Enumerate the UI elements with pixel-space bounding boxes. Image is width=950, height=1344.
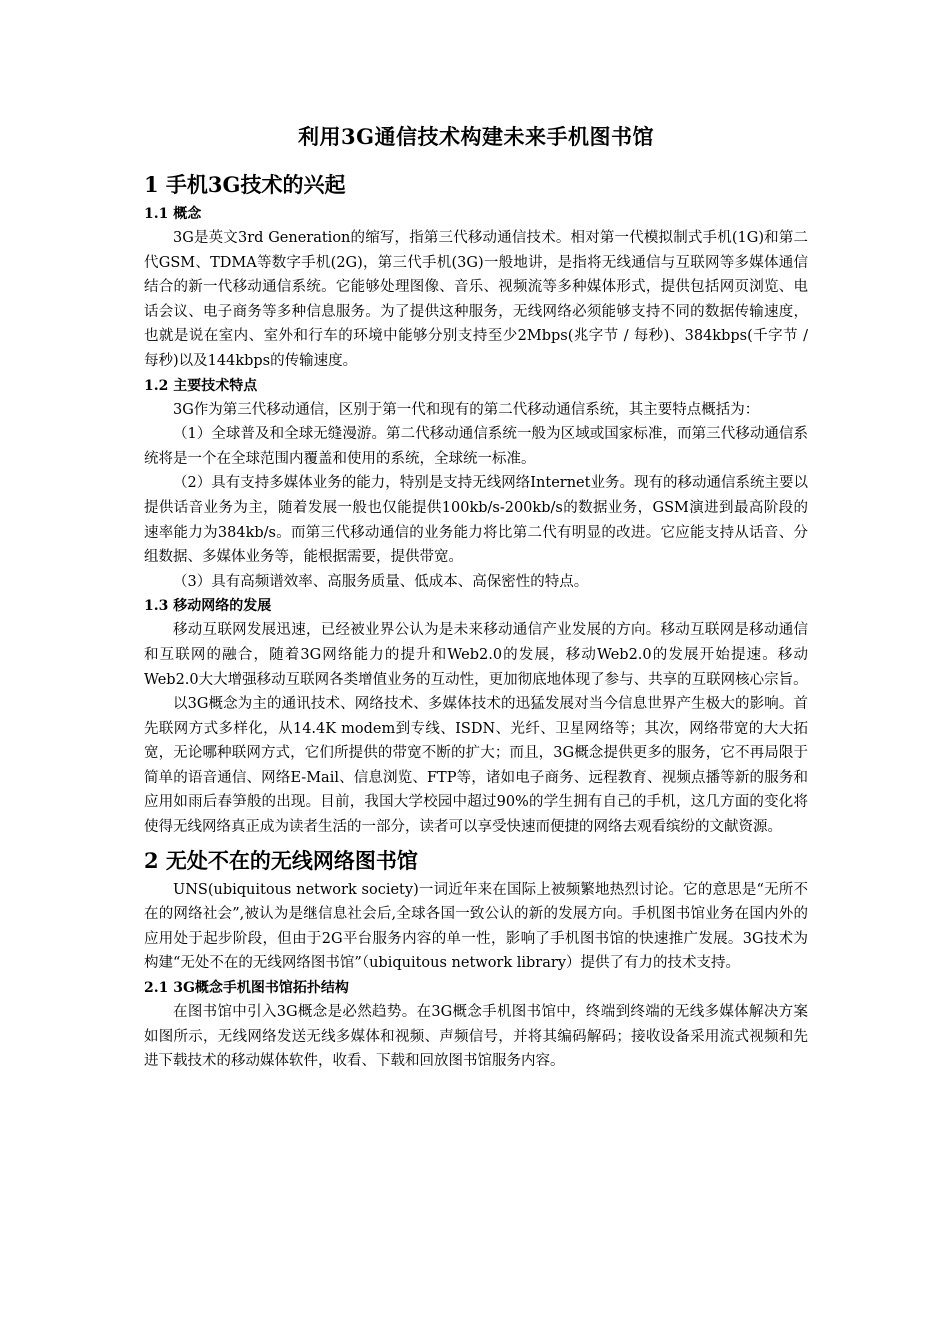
document-title: 利用3G通信技术构建未来手机图书馆 <box>297 124 655 149</box>
paragraph: （1）全球普及和全球无缝漫游。第二代移动通信系统一般为区域或国家标准，而第三代移动通信系统将是一个在全球范围内覆盖和使用的系统，全球统一标准。 <box>144 426 808 467</box>
paragraph: UNS(ubiquitous network society)一词近年来在国际上被频繁地热烈讨论。它的意思是“无所不在的网络社会”,被认为是继信息社会后,全球各国一致公认的新的发展方向。手机图书馆业务在国内外的应用处于起步阶段，但由于2G平台服务内容的单一性，影响了手机图书馆的快速推广发展。3G技术为构建“无处不在的无线网络图书馆”（ubiquitous network library）提供了有力的技术支持。 <box>144 881 808 972</box>
paragraph: （2）具有支持多媒体业务的能力，特别是支持无线网络Internet业务。现有的移动通信系统主要以提供话音业务为主，随着发展一般也仅能提供100kb/s-200kb/s的数据业务，GSM演进到最高阶段的速率能力为384kb/s。而第三代移动通信的业务能力将比第二代有明显的改进。它应能支持从话音、分组数据、多媒体业务等，能根据需要，提供带宽。 <box>144 475 808 566</box>
paragraph: 以3G概念为主的通讯技术、网络技术、多媒体技术的迅猛发展对当今信息世界产生极大的影响。首先联网方式多样化，从14.4K modem到专线、ISDN、光纤、卫星网络等；其次，网络带宽的大大拓宽，无论哪种联网方式，它们所提供的带宽不断的扩大；而且，3G概念提供更多的服务，它不再局限于简单的语音通信、网络E-Mail、信息浏览、FTP等，诸如电子商务、远程教育、视频点播等新的服务和应用如雨后春笋般的出现。目前，我国大学校园中超过90%的学生拥有自己的手机，这几方面的变化将使得无线网络真正成为读者生活的一部分，读者可以享受快速而便捷的网络去观看缤纷的文献资源。 <box>144 696 808 836</box>
subsection-heading: 1.2 主要技术特点 <box>144 377 258 394</box>
section-heading: 2 无处不在的无线网络图书馆 <box>144 847 418 873</box>
paragraph: 3G是英文3rd Generation的缩写，指第三代移动通信技术。相对第一代模拟制式手机(1G)和第二代GSM、TDMA等数字手机(2G)，第三代手机(3G)一般地讲，是指将无线通信与互联网等多媒体通信结合的新一代移动通信系统。它能够处理图像、音乐、视频流等多种媒体形式，提供包括网页浏览、电话会议、电子商务等多种信息服务。为了提供这种服务，无线网络必须能够支持不同的数据传输速度，也就是说在室内、室外和行车的环境中能够分别支持至少2Mbps(兆字节 / 每秒)、384kbps(千字节 / 每秒)以及144kbps的传输速度。 <box>144 230 808 369</box>
paragraph: 在图书馆中引入3G概念是必然趋势。在3G概念手机图书馆中，终端到终端的无线多媒体解决方案如图所示，无线网络发送无线多媒体和视频、声频信号，并将其编码解码；接收设备采用流式视频和先进下载技术的移动媒体软件，收看、下载和回放图书馆服务内容。 <box>144 1004 808 1070</box>
document-body <box>144 120 808 1074</box>
paragraph: 3G作为第三代移动通信，区别于第一代和现有的第二代移动通信系统，其主要特点概括为： <box>173 401 760 418</box>
paragraph: 移动互联网发展迅速，已经被业界公认为是未来移动通信产业发展的方向。移动互联网是移动通信和互联网的融合，随着3G网络能力的提升和Web2.0的发展，移动Web2.0的发展开始提速。移动Web2.0大大增强移动互联网各类增值业务的互动性，更加彻底地体现了参与、共享的互联网核心宗旨。 <box>144 622 808 688</box>
subsection-heading: 2.1 3G概念手机图书馆拓扑结构 <box>144 980 349 997</box>
paragraph: （3）具有高频谱效率、高服务质量、低成本、高保密性的特点。 <box>173 573 589 590</box>
subsection-heading: 1.3 移动网络的发展 <box>144 598 272 615</box>
subsection-heading: 1.1 概念 <box>144 206 202 222</box>
section-heading: 1 手机3G技术的兴起 <box>144 172 346 197</box>
